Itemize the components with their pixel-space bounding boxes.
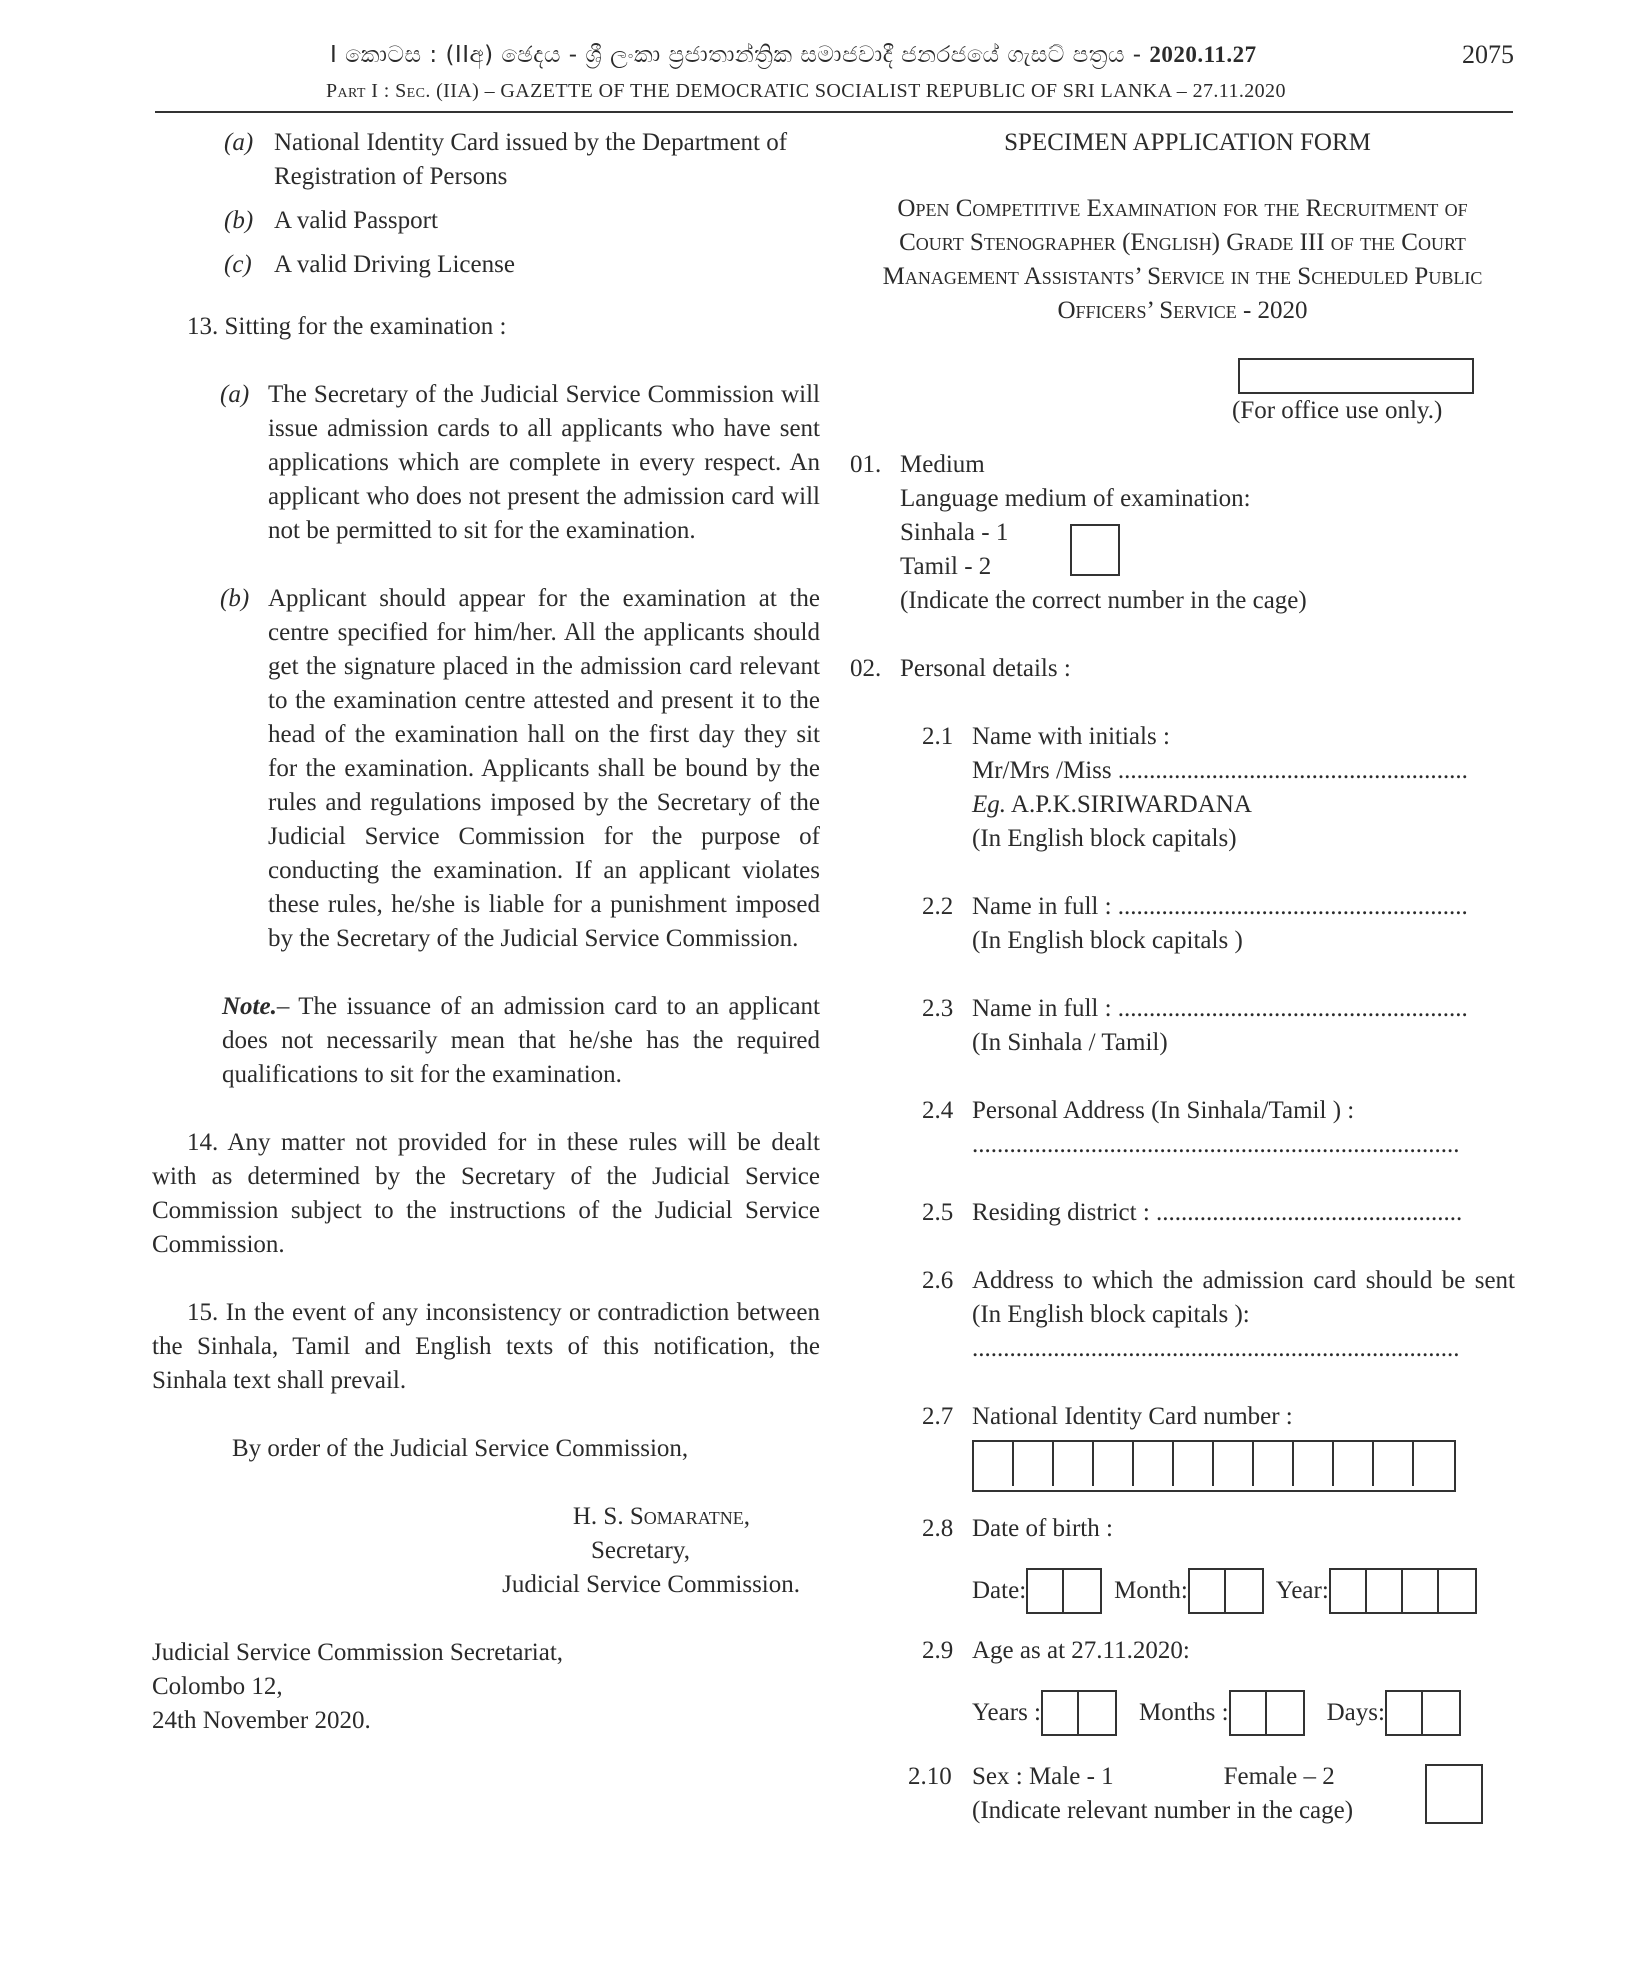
address-line: Colombo 12, [152,1673,283,1700]
nic-digit-cell[interactable] [1054,1442,1094,1486]
field-2-6 [922,1264,1515,1366]
medium-note: (Indicate the correct number in the cage) [900,587,1307,615]
field-note: (In Sinhala / Tamil) [972,1029,1168,1057]
personal-fields [850,720,1515,1828]
nic-number-grid[interactable] [972,1440,1456,1492]
section-13-b [152,582,820,956]
section-number: 02. [850,655,882,683]
id-item-a [224,126,820,194]
id-item-label: (b) [224,207,254,234]
field-number: 2.3 [922,995,954,1023]
field-number: 2.5 [922,1199,954,1227]
signatory-title: Secretary, [590,1537,690,1564]
dob-year-cell[interactable] [1403,1570,1439,1612]
section-14: 14. Any matter not provided for in these rules will be dealt with as determined by the Secretary of the Judicial Service Commission subject to the instructions of the Judicial Service Commission. [152,1129,820,1258]
field-label: Date of birth : [972,1515,1113,1543]
medium-cage[interactable] [1070,524,1120,576]
section-number: 01. [850,451,882,479]
sex-cage[interactable] [1425,1764,1483,1824]
nic-digit-cell[interactable] [1174,1442,1214,1486]
field-number: 2.7 [922,1403,954,1431]
section-13-heading: 13. Sitting for the examination : [187,313,507,340]
sex-note: (Indicate relevant number in the cage) [972,1797,1354,1825]
field-2-4 [922,1094,1515,1162]
section-01-medium [850,448,1515,618]
section-13-b-text: Applicant should appear for the examination at the centre specified for him/her. All the applicants should get the signature placed in the admission card relevant to the examination centre attested and present it to the head of the examination hall on the first day they sit for the examination. Applicants shall be bound by the rules and regulations imposed by the Secretary of the Judicial Service Commission for the purpose of conducting the examination. If an applicant violates these rules, he/she is liable for a punishment imposed by the Secretary of the Judicial Service Commission. [268,585,820,952]
dob-year-label: Year: [1275,1577,1329,1605]
age-years-label: Years : [972,1699,1041,1727]
field-2-5 [922,1196,1515,1230]
dob-date-cell[interactable] [1064,1570,1100,1612]
header-english-line [326,80,1286,103]
age-months-cell[interactable] [1231,1692,1267,1734]
dob-month-cell[interactable] [1190,1570,1226,1612]
section-15: 15. In the event of any inconsistency or contradiction between the Sinhala, Tamil and English texts of this notification, the Sinhala text shall prevail. [152,1299,820,1394]
section-13-b-label: (b) [220,585,250,612]
note-text: – The issuance of an admission card to an applicant does not necessarily mean that he/she has the required qualifications to sit for the examination. [222,993,820,1088]
id-item-text: A valid Passport [274,207,438,234]
field-number: 2.10 [908,1763,952,1791]
nic-digit-cell[interactable] [1014,1442,1054,1486]
sex-male-option: Sex : Male - 1 [972,1763,1114,1791]
address-line: 24th November 2020. [152,1707,371,1734]
full-name-sinhala-tamil-input[interactable]: Name in full : ........................................................ [972,995,1468,1023]
dob-month-cells[interactable] [1188,1568,1264,1614]
age-years-cell[interactable] [1043,1692,1079,1734]
exam-title-line: Open Competitive Examination for the Recruitment of [897,195,1468,222]
section-13-a [152,378,820,548]
exam-title-line: Court Stenographer (English) Grade III of the Court [899,229,1466,256]
example-label: Eg. [972,791,1007,819]
dob-date-cell[interactable] [1028,1570,1064,1612]
page-number: 2075 [1462,40,1514,69]
exam-title-line: Officers’ Service - 2020 [1057,297,1308,324]
dob-month-cell[interactable] [1226,1570,1262,1612]
medium-option-tamil: Tamil - 2 [900,553,992,581]
header-sinhala-text: I කොටස : (IIඅ) ඡෙදය - ශ්‍රී ලංකා ප්‍රජාතාන්ත්‍රික සමාජවාදී ජනරජයේ ගැසට් පත්‍රය - [330,42,1150,68]
name-initials-input[interactable]: Mr/Mrs /Miss ........................................................ [972,757,1468,785]
medium-option-sinhala: Sinhala - 1 [900,519,1009,547]
dob-date-label: Date: [972,1577,1027,1605]
field-2-10 [908,1760,1515,1828]
age-years-cell[interactable] [1079,1692,1115,1734]
exam-title-line: Management Assistants’ Service in the Scheduled Public [882,263,1483,290]
field-2-3 [922,992,1515,1060]
residing-district-input[interactable]: Residing district : ................................................. [972,1199,1463,1227]
age-days-cells[interactable] [1385,1690,1461,1736]
nic-digit-cell[interactable] [1294,1442,1334,1486]
signature-block [152,1500,820,1602]
field-label: Name with initials : [972,723,1170,751]
section-13-a-label: (a) [220,381,250,408]
field-number: 2.2 [922,893,954,921]
field-label: Age as at 27.11.2020: [972,1637,1190,1665]
field-note: (In English block capitals ) [972,927,1243,955]
address-line: Judicial Service Commission Secretariat, [152,1639,564,1666]
age-days-label: Days: [1326,1699,1385,1727]
dob-month-label: Month: [1114,1577,1188,1605]
field-2-2 [922,890,1515,958]
field-2-7 [922,1400,1515,1492]
nic-digit-cell[interactable] [1334,1442,1374,1486]
note-label: Note. [222,993,277,1020]
left-column [152,126,820,1738]
field-number: 2.1 [922,723,954,751]
dob-year-cell[interactable] [1439,1570,1475,1612]
id-list [152,126,820,282]
office-use-label: (For office use only.) [1232,397,1443,425]
dob-year-cell[interactable] [1331,1570,1367,1612]
age-months-cell[interactable] [1267,1692,1303,1734]
field-label: National Identity Card number : [972,1403,1293,1431]
age-days-cell[interactable] [1423,1692,1459,1734]
header-english-text: I : Sec. (IIA) – GAZETTE OF THE DEMOCRATIC SOCIALIST REPUBLIC OF SRI LANKA – 27.11.2020 [365,80,1286,102]
secretariat-address [152,1636,820,1738]
field-2-8 [922,1512,1515,1614]
nic-digit-cell[interactable] [1094,1442,1134,1486]
office-use-area [850,358,1515,394]
dob-date-cells[interactable] [1026,1568,1102,1614]
field-2-1 [922,720,1515,856]
field-note: (In English block capitals) [972,825,1237,853]
field-number: 2.9 [922,1637,954,1665]
id-item-c [224,248,820,282]
personal-address-input[interactable]: .............................................................................. [972,1131,1460,1159]
medium-heading: Medium [900,451,985,479]
exam-title [850,192,1515,328]
by-order-line: By order of the Judicial Service Commission, [232,1435,689,1462]
field-label: Personal Address (In Sinhala/Tamil ) : [972,1097,1355,1125]
age-days-cell[interactable] [1387,1692,1423,1734]
nic-digit-cell[interactable] [1134,1442,1174,1486]
personal-heading: Personal details : [900,655,1071,683]
example-text: A.P.K.SIRIWARDANA [1006,791,1252,819]
signatory-org: Judicial Service Commission. [502,1571,800,1598]
field-label: Address to which the admission card should be sent (In English block capitals ): [972,1267,1515,1329]
dob-year-cells[interactable] [1329,1568,1477,1614]
admission-address-input[interactable]: .............................................................................. [972,1335,1460,1363]
id-item-label: (c) [224,251,252,278]
nic-digit-cell[interactable] [1214,1442,1254,1486]
age-years-cells[interactable] [1041,1690,1117,1736]
id-item-label: (a) [224,129,254,156]
header-divider [155,111,1513,113]
field-number: 2.4 [922,1097,954,1125]
age-months-label: Months : [1139,1699,1229,1727]
nic-digit-cell[interactable] [1254,1442,1294,1486]
dob-year-cell[interactable] [1367,1570,1403,1612]
section-02-personal [850,652,1515,686]
office-use-box[interactable] [1238,358,1474,394]
field-2-9 [922,1634,1515,1736]
header-sinhala-line [330,42,1257,68]
header-sinhala-date: 2020.11.27 [1149,42,1257,67]
medium-label: Language medium of examination: [900,485,1251,513]
nic-digit-cell[interactable] [974,1442,1014,1486]
signatory-name: H. S. Somaratne, [572,1503,750,1530]
header-part-label: Part [326,80,366,102]
sex-female-option: Female – 2 [1223,1763,1335,1791]
note-block [152,990,820,1092]
field-number: 2.8 [922,1515,954,1543]
age-months-cells[interactable] [1229,1690,1305,1736]
section-13-a-text: The Secretary of the Judicial Service Commission will issue admission cards to all applicants who have sent applications which are complete in every respect. An applicant who does not present the admission card will not be permitted to sit for the examination. [268,381,820,544]
form-title: SPECIMEN APPLICATION FORM [1004,129,1371,156]
full-name-english-input[interactable]: Name in full : ........................................................ [972,893,1468,921]
field-number: 2.6 [922,1267,954,1295]
nic-digit-cell[interactable] [1414,1442,1454,1486]
id-item-text: National Identity Card issued by the Department of Registration of Persons [274,129,788,190]
id-item-b [224,204,820,238]
nic-digit-cell[interactable] [1374,1442,1414,1486]
application-form [850,126,1515,1828]
id-item-text: A valid Driving License [274,251,515,278]
